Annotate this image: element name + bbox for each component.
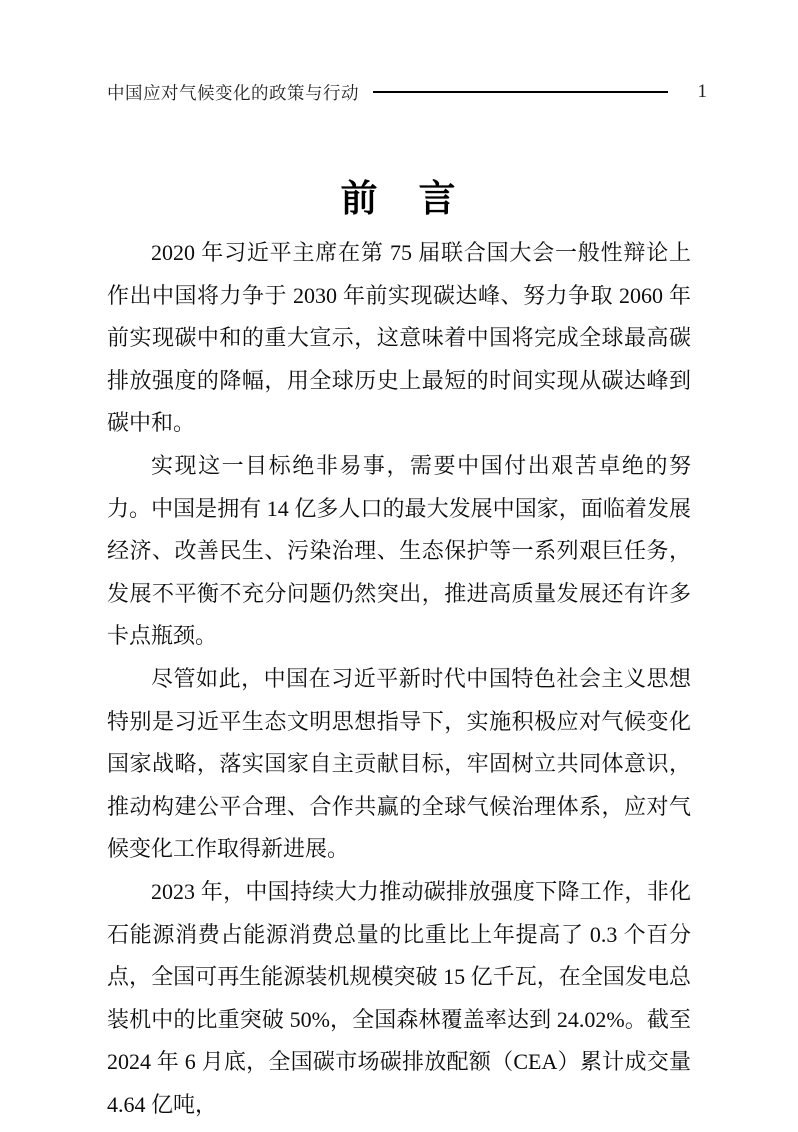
document-title: 前 言 bbox=[340, 179, 458, 220]
header-rule bbox=[373, 91, 668, 94]
body-paragraph: 2023 年，中国持续大力推动碳排放强度下降工作，非化石能源消费占能源消费总量的比重比上年提高了 0.3 个百分点，全国可再生能源装机规模突破 15 亿千瓦，在全国发电总装机中的比重突破 50%，全国森林覆盖率达到 24.02%。截至 2024 年 6 月底，全国碳市场碳排放配额（CEA）累计成交量 4.64 亿吨， bbox=[107, 878, 691, 1117]
document-body bbox=[107, 232, 691, 1126]
page-header bbox=[107, 79, 707, 105]
running-header-title: 中国应对气候变化的政策与行动 bbox=[107, 82, 359, 103]
page-number: 1 bbox=[697, 81, 707, 102]
body-paragraph: 尽管如此，中国在习近平新时代中国特色社会主义思想特别是习近平生态文明思想指导下，实施积极应对气候变化国家战略，落实国家自主贡献目标，牢固树立共同体意识，推动构建公平合理、合作共赢的全球气候治理体系，应对气候变化工作取得新进展。 bbox=[107, 665, 691, 862]
body-paragraph: 2020 年习近平主席在第 75 届联合国大会一般性辩论上作出中国将力争于 2030 年前实现碳达峰、努力争取 2060 年前实现碳中和的重大宣示，这意味着中国将完成全球最高碳排放强度的降幅，用全球历史上最短的时间实现从碳达峰到碳中和。 bbox=[107, 240, 691, 436]
body-paragraph: 实现这一目标绝非易事，需要中国付出艰苦卓绝的努力。中国是拥有 14 亿多人口的最大发展中国家，面临着发展经济、改善民生、污染治理、生态保护等一系列艰巨任务，发展不平衡不充分问题仍然突出，推进高质量发展还有许多卡点瓶颈。 bbox=[107, 452, 691, 649]
